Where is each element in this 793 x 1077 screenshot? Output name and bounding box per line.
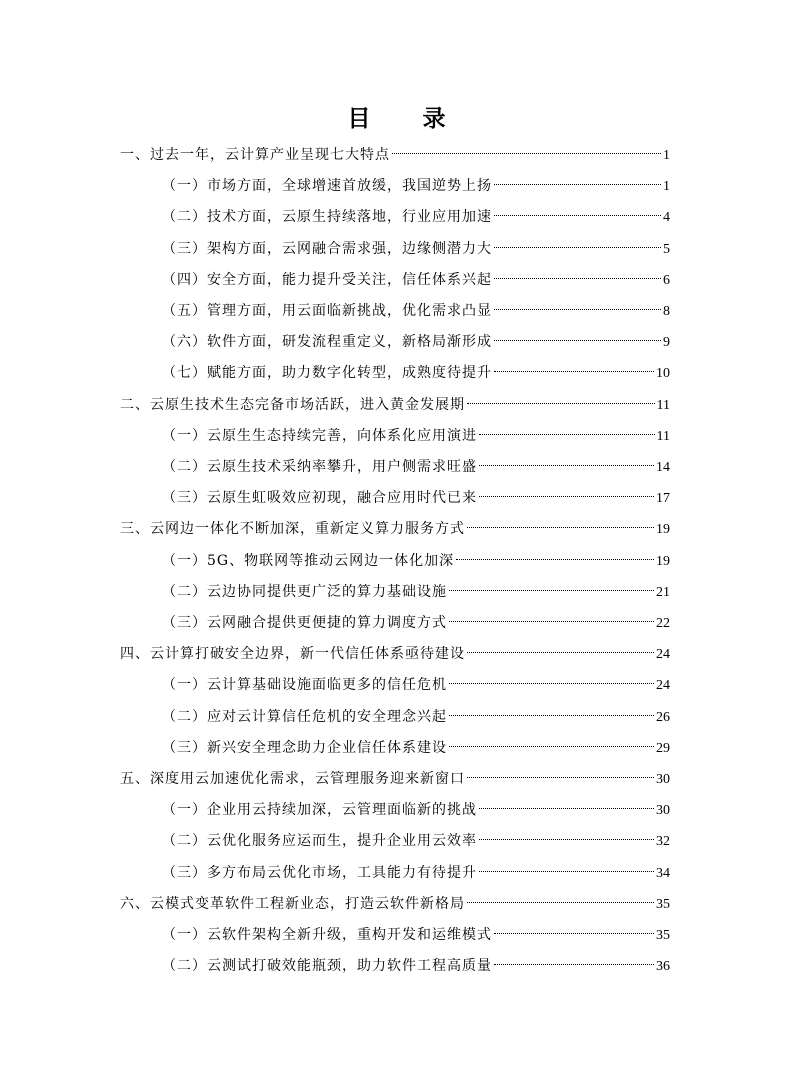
toc-page-number: 29: [656, 740, 670, 756]
toc-subsection-entry[interactable]: [162, 296, 670, 327]
toc-dot-leader: [392, 153, 661, 154]
toc-page-number: 17: [656, 491, 670, 507]
toc-title: 目 录: [347, 105, 468, 132]
toc-dot-leader: [479, 871, 654, 872]
toc-entry-text: （二）云测试打破效能瓶颈，助力软件工程高质量: [162, 958, 492, 975]
toc-subsection-entry[interactable]: [162, 358, 670, 389]
toc-entry-text: （一）云软件架构全新升级，重构开发和运维模式: [162, 927, 492, 943]
toc-entry-text: （六）软件方面，研发流程重定义，新格局渐形成: [162, 334, 492, 351]
toc-entry-text: （七）赋能方面，助力数字化转型，成熟度待提升: [162, 365, 492, 382]
toc-page-number: 11: [656, 428, 670, 444]
toc-dot-leader: [494, 933, 654, 934]
toc-entry-text: 二、云原生技术生态完备市场活跃，进入黄金发展期: [120, 396, 465, 413]
toc-section-entry[interactable]: [120, 889, 670, 920]
toc-subsection-entry[interactable]: [162, 546, 670, 577]
toc-entry-text: （一）市场方面，全球增速首放缓，我国逆势上扬: [162, 178, 492, 195]
toc-page-number: 19: [656, 553, 670, 569]
toc-page-number: 32: [656, 834, 670, 850]
toc-page-number: 11: [656, 397, 670, 413]
toc-page-number: 4: [663, 210, 670, 226]
toc-dot-leader: [494, 247, 661, 248]
toc-dot-leader: [494, 278, 661, 279]
toc-dot-leader: [467, 527, 654, 528]
toc-page-number: 1: [663, 148, 670, 163]
toc-subsection-entry[interactable]: [162, 234, 670, 265]
toc-entry-text: （二）技术方面，云原生持续落地，行业应用加速: [162, 209, 492, 226]
toc-subsection-entry[interactable]: [162, 795, 670, 826]
toc-subsection-entry[interactable]: [162, 421, 670, 452]
toc-dot-leader: [494, 371, 654, 372]
toc-dot-leader: [494, 184, 661, 185]
toc-subsection-entry[interactable]: [162, 577, 670, 608]
toc-entry-text: 一、过去一年，云计算产业呈现七大特点: [120, 147, 390, 163]
toc-entry-text: （二）云原生技术采纳率攀升，用户侧需求旺盛: [162, 459, 477, 475]
toc-entry-text: （三）架构方面，云网融合需求强，边缘侧潜力大: [162, 240, 492, 257]
toc-page-number: 10: [656, 366, 670, 382]
toc-page-number: 30: [656, 803, 670, 819]
toc-dot-leader: [449, 746, 654, 747]
toc-entry-text: （二）应对云计算信任危机的安全理念兴起: [162, 708, 447, 725]
toc-page-number: 35: [656, 928, 670, 943]
toc-subsection-entry[interactable]: [162, 670, 670, 701]
toc-page-number: 19: [656, 522, 670, 538]
toc-page-number: 30: [656, 772, 670, 787]
toc-subsection-entry[interactable]: [162, 826, 670, 857]
toc-subsection-entry[interactable]: [162, 171, 670, 202]
toc-page-number: 21: [656, 584, 670, 600]
toc-entry-text: （五）管理方面，用云面临新挑战，优化需求凸显: [162, 303, 492, 319]
toc-entry-text: （二）云边协同提供更广泛的算力基础设施: [162, 583, 447, 600]
toc-subsection-entry[interactable]: [162, 202, 670, 233]
toc-section-entry[interactable]: [120, 390, 670, 421]
toc-entry-text: （三）多方布局云优化市场，工具能力有待提升: [162, 864, 477, 881]
toc-page-number: 8: [663, 304, 670, 319]
toc-section-entry[interactable]: [120, 764, 670, 795]
toc-dot-leader: [479, 808, 654, 809]
toc-page-number: 14: [656, 460, 670, 475]
toc-subsection-entry[interactable]: [162, 858, 670, 889]
toc-entry-text: （三）云网融合提供更便捷的算力调度方式: [162, 615, 447, 631]
toc-page-number: 6: [663, 272, 670, 288]
toc-page-number: 9: [663, 335, 670, 351]
toc-page-number: 5: [663, 241, 670, 257]
toc-entry-text: （一）5G、物联网等推动云网边一体化加深: [162, 552, 455, 569]
toc-entry-text: （一）企业用云持续加深，云管理面临新的挑战: [162, 802, 477, 819]
toc-dot-leader: [494, 215, 661, 216]
toc-page-number: 34: [656, 865, 670, 881]
toc-dot-leader: [467, 652, 654, 653]
toc-dot-leader: [494, 964, 654, 965]
toc-page-number: 35: [656, 896, 670, 912]
toc-dot-leader: [449, 683, 654, 684]
toc-page-number: 26: [656, 709, 670, 725]
toc-section-entry[interactable]: [120, 639, 670, 670]
toc-dot-leader: [494, 309, 661, 310]
toc-dot-leader: [456, 559, 654, 560]
toc-dot-leader: [467, 403, 655, 404]
toc-subsection-entry[interactable]: [162, 265, 670, 296]
toc-page-number: 1: [663, 179, 670, 195]
toc-page-number: 36: [656, 959, 670, 975]
toc-entry-text: 三、云网边一体化不断加深，重新定义算力服务方式: [120, 521, 465, 538]
toc-entry-text: （三）云原生虹吸效应初现，融合应用时代已来: [162, 490, 477, 507]
toc-page-number: 24: [656, 647, 670, 663]
toc-subsection-entry[interactable]: [162, 702, 670, 733]
toc-section-entry[interactable]: [120, 140, 670, 171]
toc-dot-leader: [479, 496, 654, 497]
toc-entry-text: （四）安全方面，能力提升受关注，信任体系兴起: [162, 271, 492, 288]
toc-dot-leader: [467, 902, 654, 903]
toc-dot-leader: [479, 434, 655, 435]
toc-subsection-entry[interactable]: [162, 483, 670, 514]
toc-entry-text: （三）新兴安全理念助力企业信任体系建设: [162, 739, 447, 756]
toc-subsection-entry[interactable]: [162, 608, 670, 639]
toc-dot-leader: [494, 340, 661, 341]
toc-entry-text: 四、云计算打破安全边界，新一代信任体系亟待建设: [120, 646, 465, 663]
toc-subsection-entry[interactable]: [162, 452, 670, 483]
toc-dot-leader: [467, 777, 654, 778]
toc-subsection-entry[interactable]: [162, 951, 670, 982]
toc-entry-text: （一）云原生生态持续完善，向体系化应用演进: [162, 427, 477, 444]
toc-dot-leader: [479, 465, 654, 466]
toc-entry-text: （二）云优化服务应运而生，提升企业用云效率: [162, 833, 477, 850]
toc-dot-leader: [449, 590, 654, 591]
toc-section-entry[interactable]: [120, 514, 670, 545]
toc-dot-leader: [449, 715, 654, 716]
toc-page-number: 22: [656, 616, 670, 631]
toc-entry-text: （一）云计算基础设施面临更多的信任危机: [162, 677, 447, 694]
toc-entry-text: 六、云模式变革软件工程新业态，打造云软件新格局: [120, 895, 465, 912]
toc-subsection-entry[interactable]: [162, 920, 670, 951]
toc-dot-leader: [479, 839, 654, 840]
toc-dot-leader: [449, 621, 654, 622]
toc-subsection-entry[interactable]: [162, 327, 670, 358]
toc-entry-text: 五、深度用云加速优化需求，云管理服务迎来新窗口: [120, 771, 465, 787]
toc-page-number: 24: [656, 678, 670, 694]
toc-subsection-entry[interactable]: [162, 733, 670, 764]
